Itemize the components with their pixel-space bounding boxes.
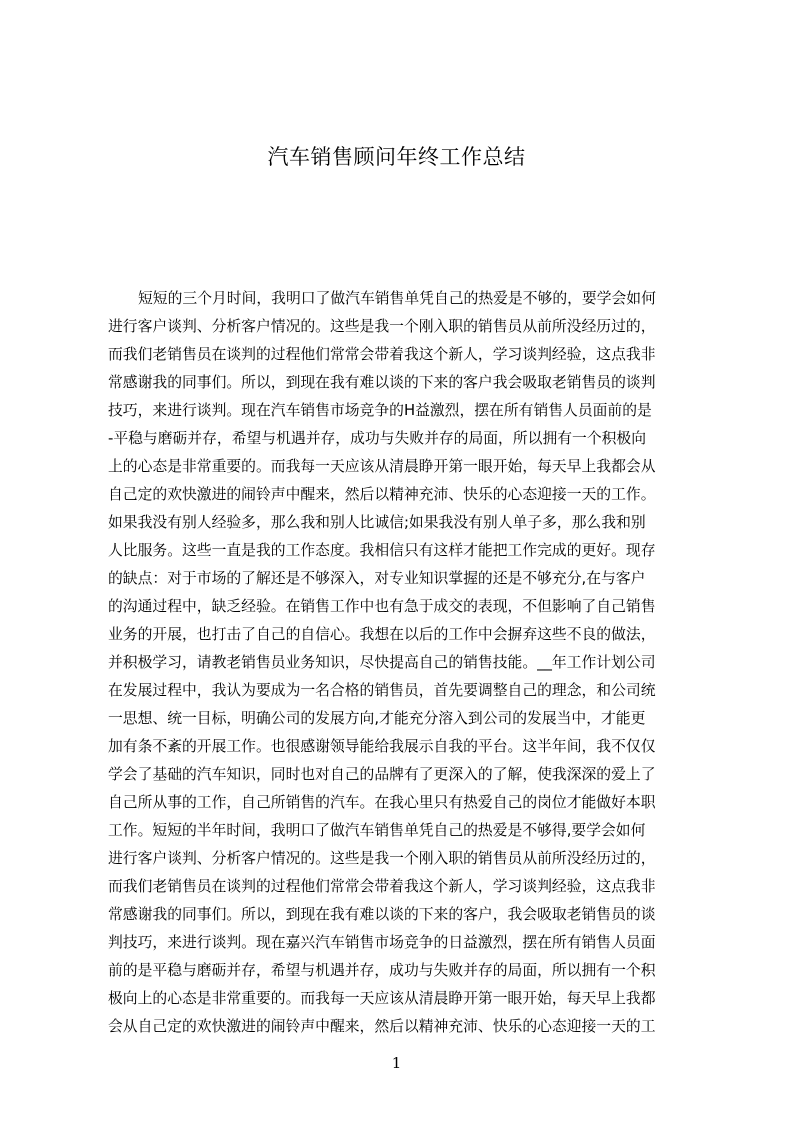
text-line: 会从自己定的欢快激进的闹铃声中醒来，然后以精神充沛、快乐的心态迎接一天的工 <box>108 1018 656 1035</box>
text-line: -平稳与磨砺并存，希望与机遇并存，成功与失败并存的局面，所以拥有一个积极向 <box>108 430 647 447</box>
text-line: 工作。短短的半年时间，我明口了做汽车销售单凭自己的热爱是不够得,要学会如何 <box>108 822 646 839</box>
text-line: 学会了基础的汽车知识，同时也对自己的品牌有了更深入的了解，使我深深的爱上了 <box>108 766 656 783</box>
text-line: 加有条不紊的开展工作。也很感谢领导能给我展示自我的平台。这半年间，我不仅仅 <box>108 738 656 755</box>
body-paragraph <box>108 285 690 1041</box>
text-line: 的沟通过程中，缺乏经验。在销售工作中也有急于成交的表现，不但影响了自己销售 <box>108 598 656 615</box>
text-line: 常感谢我的同事们。所以，到现在我有难以谈的下来的客户我会吸取老销售员的谈判 <box>108 374 656 391</box>
text-line: 一思想、统一目标，明确公司的发展方向,才能充分溶入到公司的发展当中，才能更 <box>108 710 646 727</box>
text-line: 进行客户谈判、分析客户情况的。这些是我一个刚入职的销售员从前所没经历过的， <box>108 318 656 335</box>
text-line: 进行客户谈判、分析客户情况的。这些是我一个刚入职的销售员从前所没经历过的， <box>108 850 656 867</box>
text-line: 前的是平稳与磨砺并存，希望与机遇并存，成功与失败并存的局面，所以拥有一个积 <box>108 962 656 979</box>
text-line: 常感谢我的同事们。所以，到现在我有难以谈的下来的客户，我会吸取老销售员的谈 <box>108 906 656 923</box>
text-line: 并积极学习，请教老销售员业务知识，尽快提高自己的销售技能。__年工作计划公司 <box>108 654 656 671</box>
text-line: 技巧，来进行谈判。现在汽车销售市场竞争的H益激烈，摆在所有销售人员面前的是 <box>108 402 652 419</box>
text-line: 自己所从事的工作，自己所销售的汽车。在我心里只有热爱自己的岗位才能做好本职 <box>108 794 656 811</box>
text-line: 的缺点：对于市场的了解还是不够深入，对专业知识掌握的还是不够充分,在与客户 <box>108 570 646 587</box>
document-title: 汽车销售顾问年终工作总结 <box>267 145 526 169</box>
text-line: 自己定的欢快激进的闹铃声中醒来，然后以精神充沛、快乐的心态迎接一天的工作。 <box>108 486 656 503</box>
text-line: 判技巧，来进行谈判。现在嘉兴汽车销售市场竞争的日益激烈，摆在所有销售人员面 <box>108 934 656 951</box>
text-line: 而我们老销售员在谈判的过程他们常常会带着我这个新人，学习谈判经验，这点我非 <box>108 346 656 363</box>
text-line: 人比服务。这些一直是我的工作态度。我相信只有这样才能把工作完成的更好。现存 <box>108 542 656 559</box>
page-number: 1 <box>391 1054 402 1072</box>
text-line: 而我们老销售员在谈判的过程他们常常会带着我这个新人，学习谈判经验，这点我非 <box>108 878 656 895</box>
text-line: 上的心态是非常重要的。而我每一天应该从清晨睁开第一眼开始，每天早上我都会从 <box>108 458 656 475</box>
text-line: 短短的三个月时间，我明口了做汽车销售单凭自己的热爱是不够的，要学会如何 <box>138 290 656 307</box>
text-line: 在发展过程中，我认为要成为一名合格的销售员，首先要调整自己的理念，和公司统 <box>108 682 656 699</box>
text-line: 业务的开展，也打击了自己的自信心。我想在以后的工作中会摒弃这些不良的做法， <box>108 626 656 643</box>
text-line: 如果我没有别人经验多，那么我和别人比诚信;如果我没有别人单子多，那么我和别 <box>108 514 646 531</box>
text-line: 极向上的心态是非常重要的。而我每一天应该从清晨睁开第一眼开始，每天早上我都 <box>108 990 656 1007</box>
